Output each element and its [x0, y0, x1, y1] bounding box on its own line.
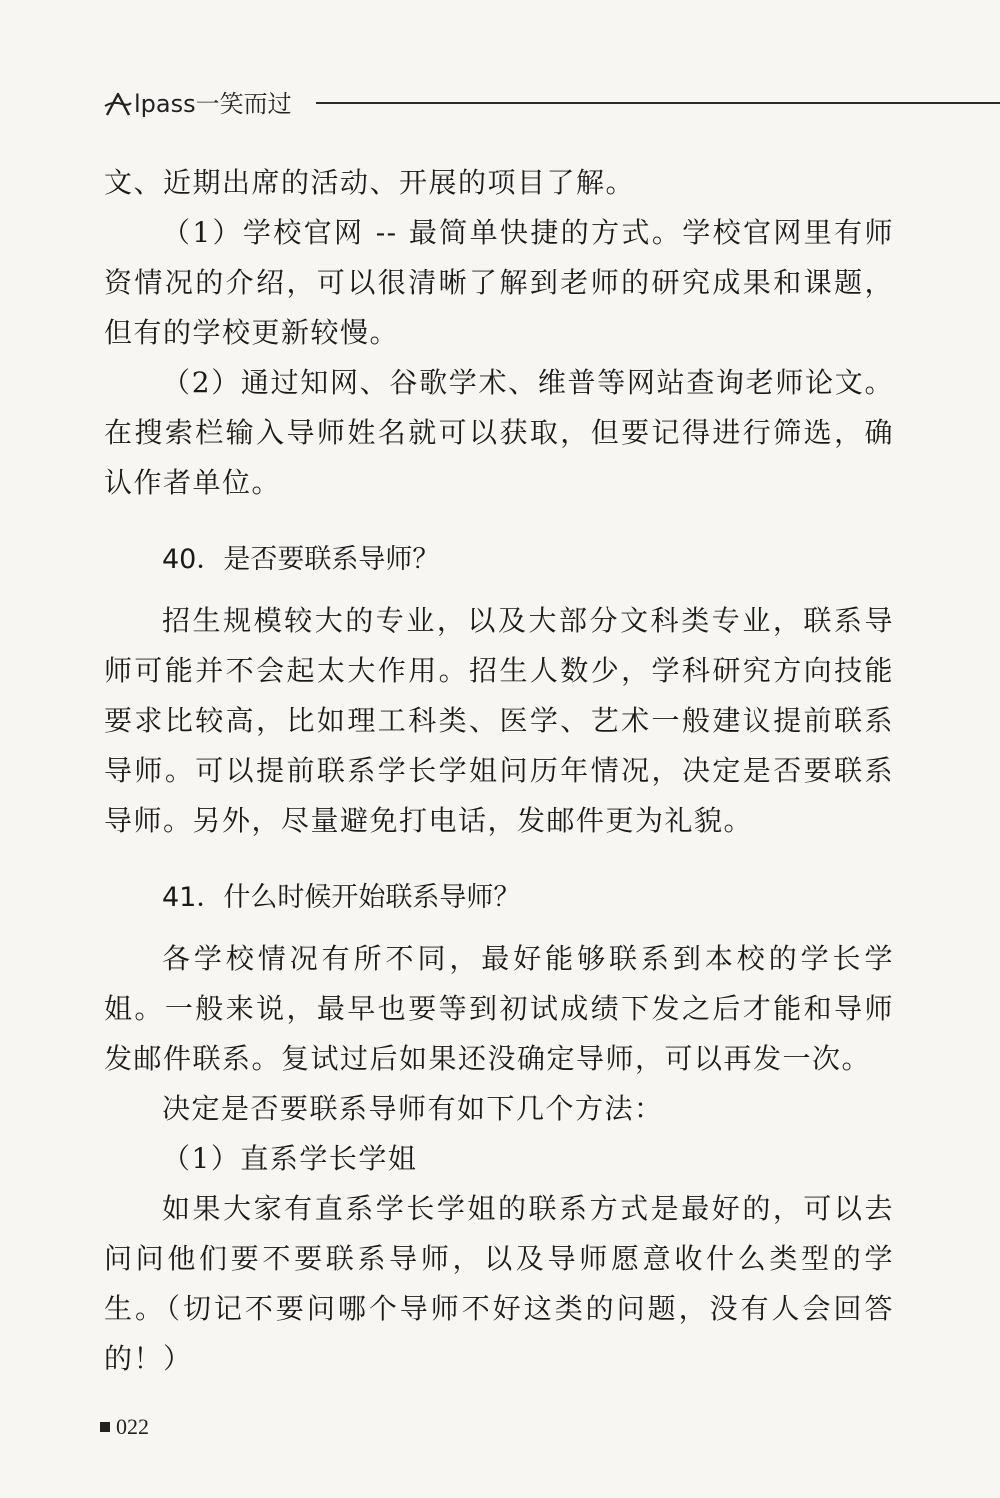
page-number: 022 — [116, 1414, 149, 1439]
brand-tagline: 一笑而过 — [195, 90, 292, 118]
paragraph-methods-intro: 决定是否要联系导师有如下几个方法： — [162, 1092, 664, 1125]
paragraph-school-website: （1）学校官网 -- 最简单快捷的方式。学校官网里有师资情况的介绍，可以很清晰了解到老师的研究成果和课题，但有的学校更新较慢。 — [104, 216, 894, 349]
brand-name: lpass — [134, 90, 196, 118]
footer-square-icon — [100, 1422, 110, 1432]
section-heading-41: 41．什么时候开始联系导师？ — [162, 882, 521, 913]
header-rule — [316, 102, 1000, 104]
brand-logo-icon — [104, 90, 132, 118]
brand — [104, 84, 292, 124]
paragraph-contact-advisor: 招生规模较大的专业，以及大部分文科类专业，联系导师可能并不会起太大作用。招生人数少，学科研究方向技能要求比较高，比如理工科类、医学、艺术一般建议提前联系导师。可以提前联系学长学姐问历年情况，决定是否要联系导师。另外，尽量避免打电话，发邮件更为礼貌。 — [104, 604, 894, 837]
page-content — [104, 158, 894, 1384]
paragraph-method-1-body: 如果大家有直系学长学姐的联系方式是最好的，可以去问问他们要不要联系导师，以及导师愿意收什么类型的学生。（切记不要问哪个导师不好这类的问题，没有人会回答的！） — [104, 1192, 894, 1375]
paragraph-paper-search: （2）通过知网、谷歌学术、维普等网站查询老师论文。在搜索栏输入导师姓名就可以获取，但要记得进行筛选，确认作者单位。 — [104, 366, 894, 499]
page-footer — [100, 1412, 149, 1442]
paragraph-method-1-title: （1）直系学长学姐 — [162, 1142, 418, 1175]
section-heading-40: 40．是否要联系导师？ — [162, 544, 440, 575]
paragraph-continuation: 文、近期出席的活动、开展的项目了解。 — [104, 166, 636, 199]
paragraph-when-contact: 各学校情况有所不同，最好能够联系到本校的学长学姐。一般来说，最早也要等到初试成绩下发之后才能和导师发邮件联系。复试过后如果还没确定导师，可以再发一次。 — [104, 942, 894, 1075]
page-header — [104, 84, 1000, 124]
